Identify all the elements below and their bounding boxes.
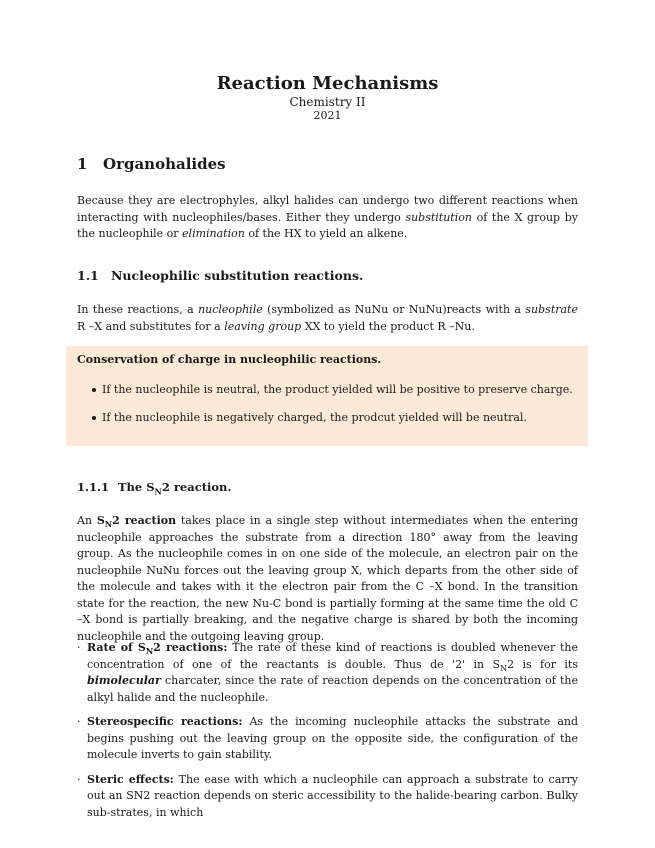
sn2-term-sub: N: [104, 519, 113, 530]
steric-label: Steric effects:: [87, 772, 174, 786]
bullet-mark: ·: [77, 715, 81, 728]
subsection-heading-nucleophilic: [77, 267, 363, 285]
list-item-steric-text: [87, 772, 578, 822]
intro-paragraph: [77, 193, 578, 243]
list-item-rate: [77, 640, 578, 706]
intro-text-e: of the HX to yield an alkene.: [244, 227, 408, 240]
nuc-text-c: (symbolized as NuNu or NuNu)reacts with a: [262, 303, 526, 316]
charge-conservation-callout: [66, 346, 588, 446]
sn2-term-s: S: [96, 514, 105, 527]
title-block: [77, 0, 578, 123]
list-item-steric: [77, 772, 578, 822]
sn2-term: [96, 514, 177, 530]
bullet-dot-icon: [92, 388, 96, 392]
rate-term-bimolecular: bimolecular: [87, 674, 161, 687]
rate-label-sub: N: [145, 646, 154, 657]
steric-text: The ease with which a nucleophile can approach a substrate to carry out an SN2 reaction depends on steric accessibility to the halide-bearing carbon. Bulky sub-strates, in which: [87, 772, 578, 819]
rate-text-sub: N: [500, 663, 508, 673]
list-item-stereospecific: [77, 714, 578, 764]
nuc-text-g: XX to yield the product R –Nu.: [301, 319, 475, 333]
rate-label: [87, 641, 228, 657]
nuc-term-substrate: substrate: [525, 303, 578, 316]
callout-list: [77, 382, 577, 426]
stereo-text: As the incoming nucleophile attacks the substrate and begins pushing out the leaving group on the opposite side, the configuration of the molecule inverts to gain stability.: [87, 715, 579, 761]
section-heading-organohalides: [77, 154, 226, 174]
callout-item-text: If the nucleophile is neutral, the product yielded will be positive to preserve charge.: [102, 383, 573, 396]
nucleophilic-paragraph: [77, 302, 578, 335]
list-item-stereospecific-text: [87, 714, 578, 764]
intro-text-c: of the X group by the nucleophile or: [77, 210, 578, 240]
list-item-rate-text: [87, 640, 578, 706]
nuc-term-nucleophile: nucleophile: [198, 303, 263, 316]
intro-term-elimination: elimination: [182, 227, 245, 240]
sn2-properties-list: [77, 640, 578, 829]
bullet-mark: ·: [77, 772, 81, 786]
document-title: Reaction Mechanisms: [216, 73, 439, 94]
rate-text-3: charcater, since the rate of reaction depends on the concentration of the alkyl halide and the nucleophile.: [87, 674, 578, 704]
rate-label-post: 2 reactions:: [153, 641, 228, 654]
subsection-number: 1.1: [77, 268, 99, 283]
sn2-text-c: takes place in a single step without intermediates when the entering nucleophile approaches the substrate from a direction 180° away from the leaving group. As the nucleophile comes in on one side of the molecule, an electron pair on the nucleophile NuNu forces out the leaving group X, which departs from the other side of the molecule and takes with it the electron pair from the C –X bond. In the transition state for the reaction, the new Nu-C bond is partially forming at the same time the old C –X bond is partially breaking, and the negative charge is shared by both the incoming nucleophile and the outgoing leaving group.: [77, 514, 579, 643]
rate-label-pre: Rate of S: [87, 641, 146, 654]
sn2-text-a: An: [77, 514, 97, 527]
bullet-dot-icon: [92, 416, 96, 420]
sn2-term-rest: 2 reaction: [112, 514, 177, 527]
callout-item: [77, 382, 577, 399]
subsubsection-number: 1.1.1: [77, 480, 110, 494]
intro-text-a: Because they are electrophyles, alkyl halides can undergo two different reactions when interacting with nucleophiles/bases. Either they undergo: [77, 194, 578, 224]
callout-item-text: If the nucleophile is negatively charged, the prodcut yielded will be neutral.: [102, 410, 527, 424]
sn2-paragraph: [77, 513, 578, 645]
stereo-label: Stereospecific reactions:: [87, 715, 243, 728]
intro-term-substitution: substitution: [405, 210, 472, 224]
document-year: 2021: [313, 109, 342, 122]
nuc-text-e: R –X and substitutes for a: [77, 319, 225, 333]
sn2-title-sub: N: [154, 486, 162, 497]
sn2-title-pre: The S: [118, 480, 155, 494]
bullet-mark: ·: [77, 641, 81, 654]
nuc-text-a: In these reactions, a: [77, 303, 199, 316]
section-number: 1: [77, 155, 88, 173]
subsection-title: Nucleophilic substitution reactions.: [111, 268, 364, 283]
nuc-term-leaving-group: leaving group: [224, 319, 302, 333]
rate-text-1: The rate of these kind of reactions is doubled whenever the concentration of one of the reactants is double. Thus de '2' in S: [87, 641, 578, 671]
section-title: Organohalides: [103, 155, 226, 173]
document-subtitle: Chemistry II: [289, 95, 366, 109]
subsubsection-heading-sn2: [77, 478, 231, 496]
sn2-title-post: 2 reaction.: [161, 480, 232, 494]
callout-title: Conservation of charge in nucleophilic reactions.: [77, 353, 382, 366]
callout-item: [77, 410, 577, 427]
rate-text-2: 2 is for its: [507, 657, 578, 671]
